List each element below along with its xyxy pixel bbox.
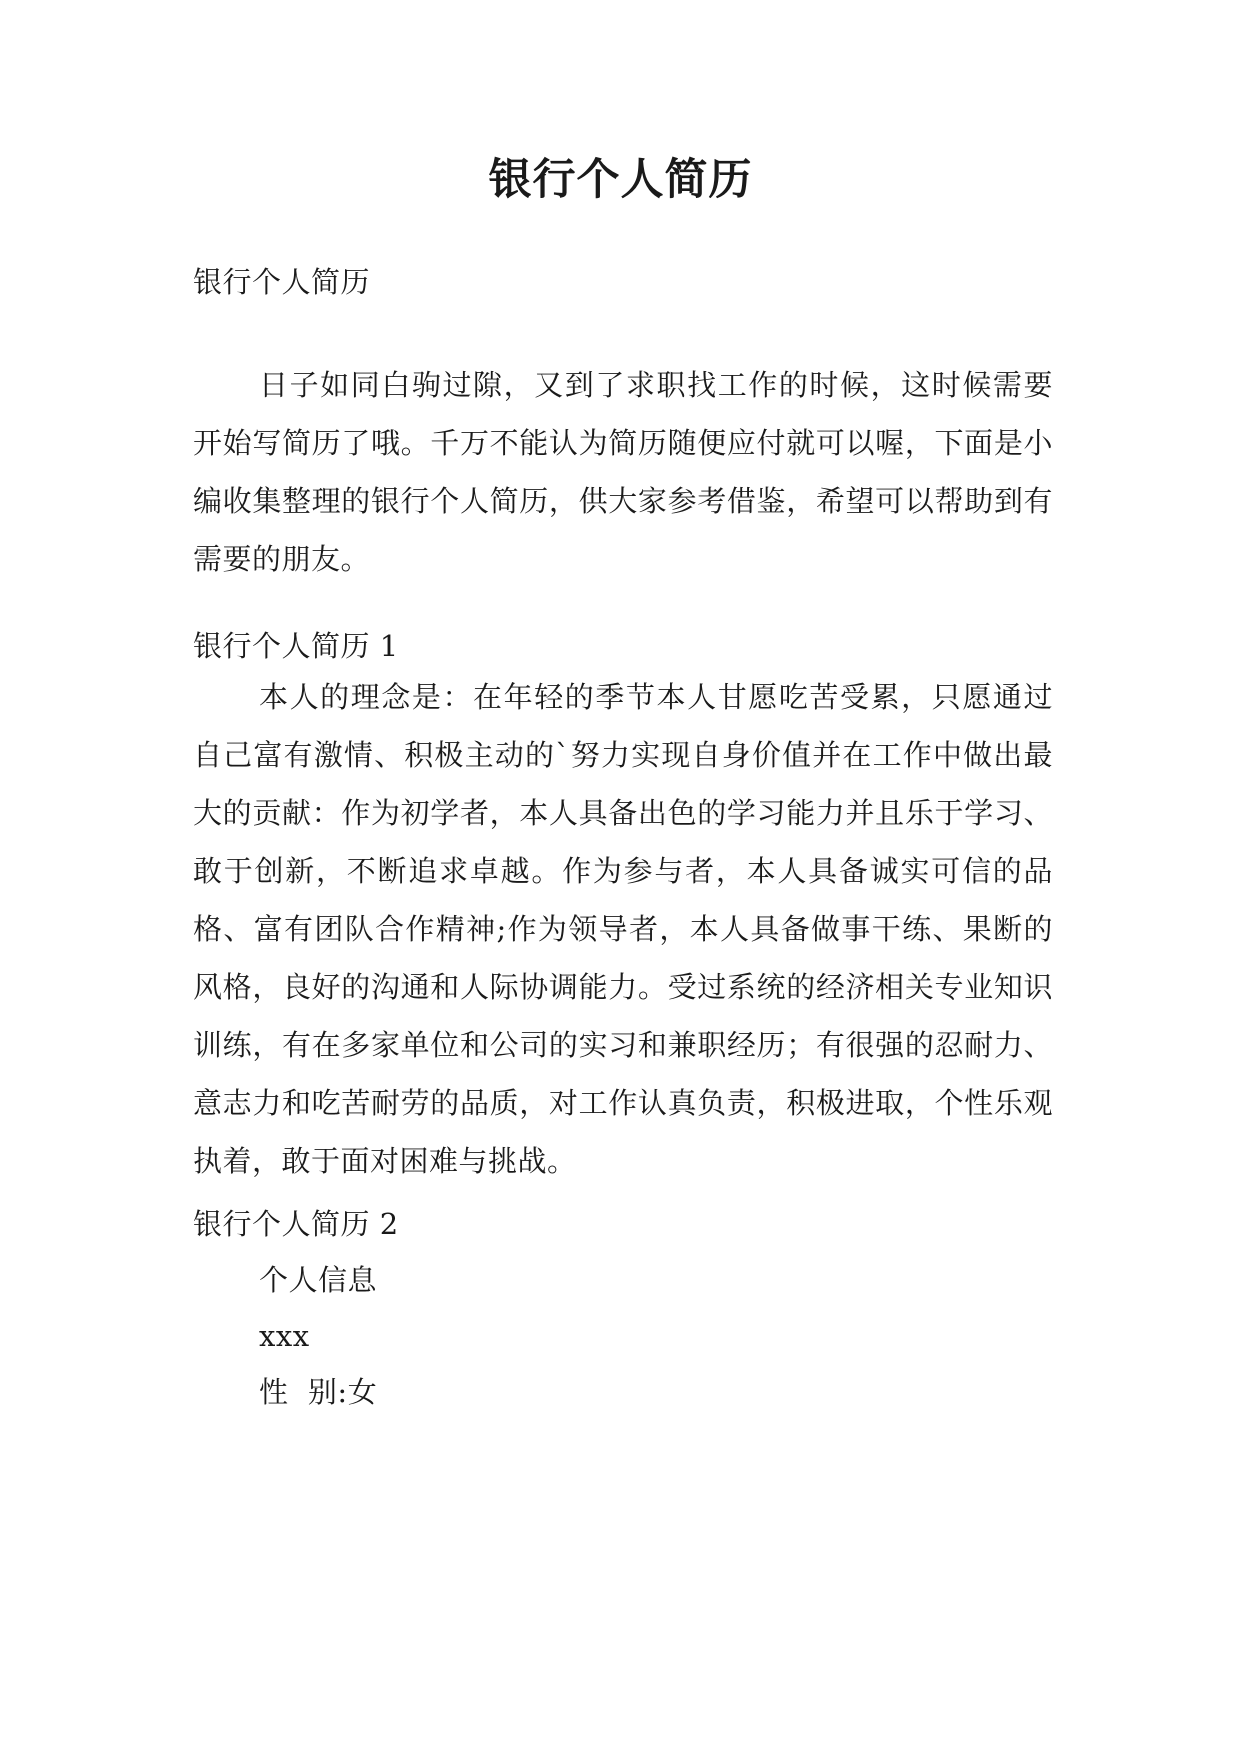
personal-info-heading: 个人信息 (259, 1263, 378, 1297)
document-subtitle: 银行个人简历 (193, 265, 371, 299)
section-1-body: 本人的理念是：在年轻的季节本人甘愿吃苦受累，只愿通过自己富有激情、积极主动的`努力实现自身价值并在工作中做出最大的贡献：作为初学者，本人具备出色的学习能力并且乐于学习、敢于创新，不断追求卓越。作为参与者，本人具备诚实可信的品格、富有团队合作精神;作为领导者，本人具备做事干练、果断的风格，良好的沟通和人际协调能力。受过系统的经济相关专业知识训练，有在多家单位和公司的实习和兼职经历；有很强的忍耐力、意志力和吃苦耐劳的品质，对工作认真负责，积极进取，个性乐观执着，敢于面对困难与挑战。 (193, 680, 1053, 1178)
section-1-heading: 银行个人简历 1 (193, 629, 399, 663)
section-2-heading: 银行个人简历 2 (193, 1207, 399, 1241)
gender-field: 性 别:女 (259, 1375, 378, 1409)
intro-paragraph: 日子如同白驹过隙，又到了求职找工作的时候，这时候需要开始写简历了哦。千万不能认为简历随便应付就可以喔，下面是小编收集整理的银行个人简历，供大家参考借鉴，希望可以帮助到有需要的朋友。 (193, 368, 1053, 576)
document-title: 银行个人简历 (488, 155, 753, 205)
name-field: xxx (259, 1319, 310, 1353)
